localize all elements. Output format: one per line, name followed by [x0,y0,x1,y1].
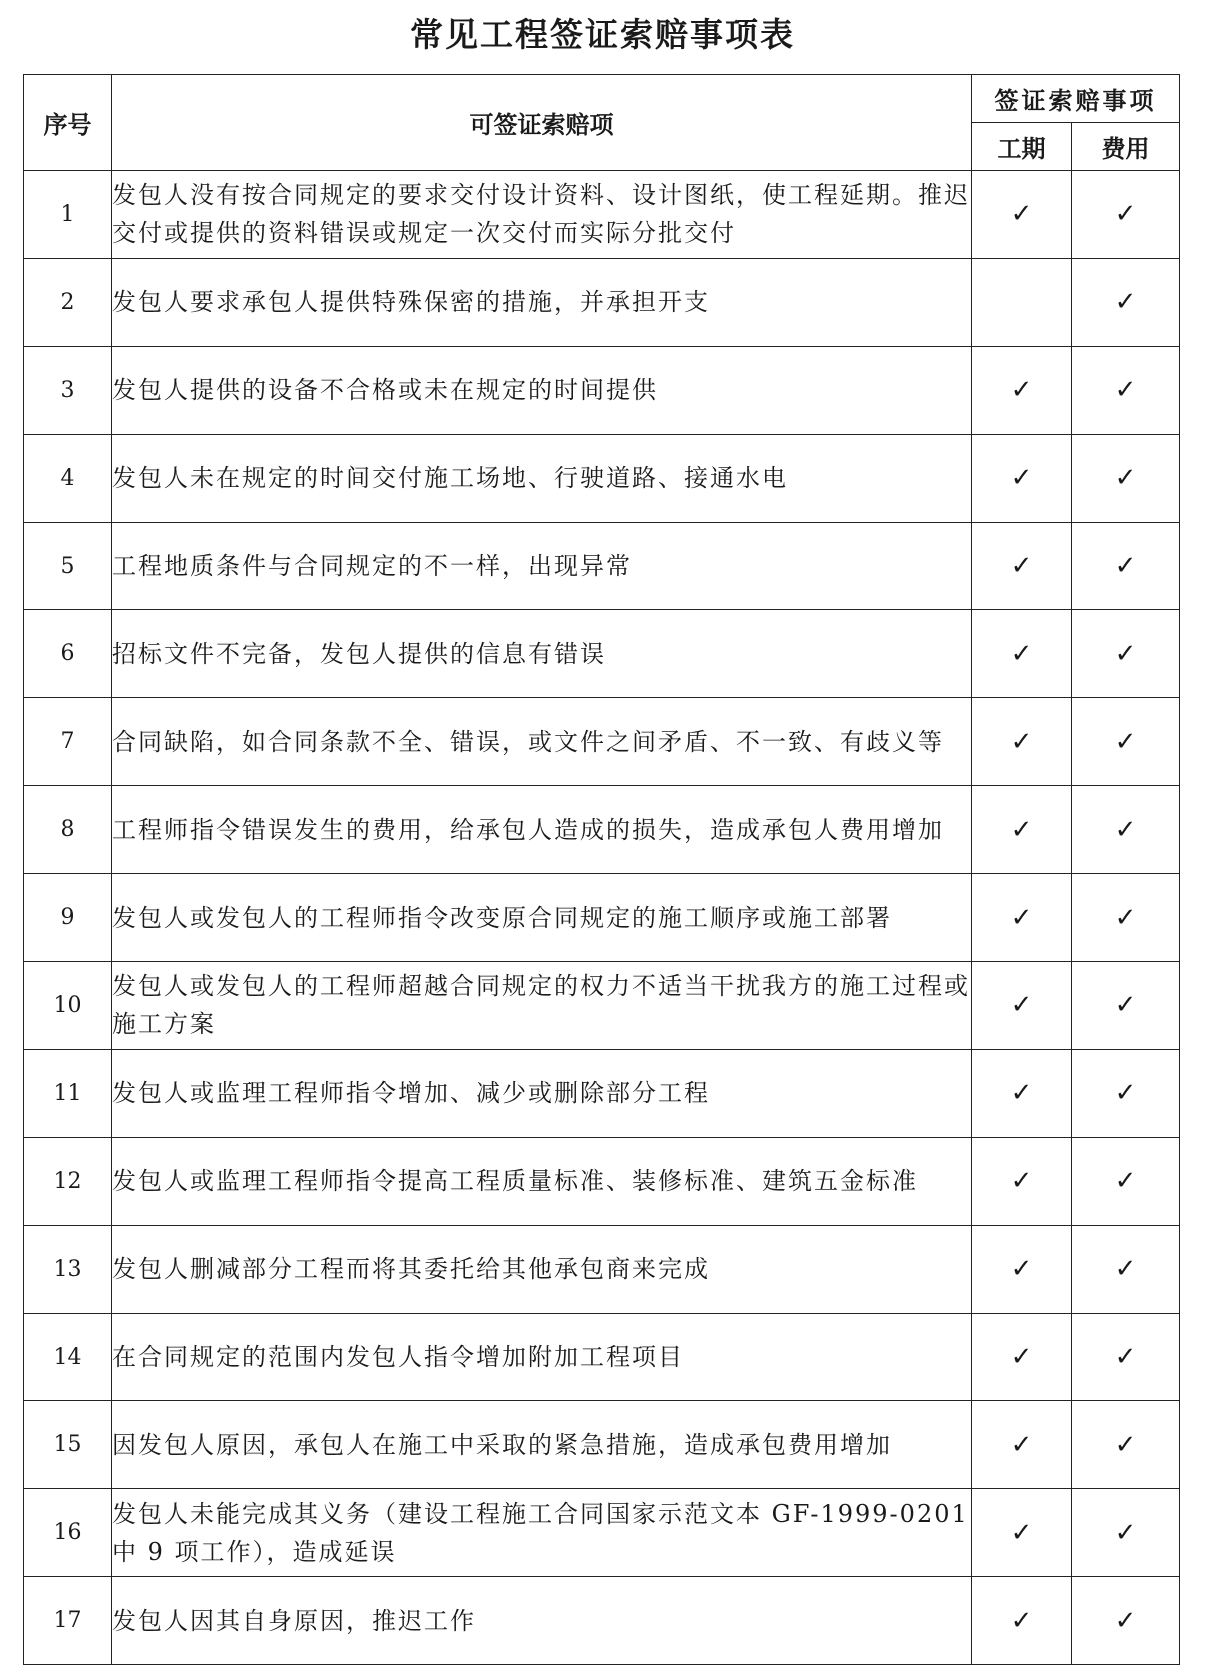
row-serial-number: 9 [24,874,112,962]
duration-check-icon: ✓ [972,522,1072,610]
row-serial-number: 15 [24,1401,112,1489]
claims-table-body [24,171,1180,1665]
cost-check-icon: ✓ [1072,610,1180,698]
row-claim-item: 发包人或发包人的工程师超越合同规定的权力不适当干扰我方的施工过程或施工方案 [112,962,972,1050]
duration-check-icon: ✓ [972,1049,1072,1137]
row-serial-number: 2 [24,258,112,346]
cost-check-icon: ✓ [1072,171,1180,259]
row-serial-number: 5 [24,522,112,610]
duration-check-icon: ✓ [972,346,1072,434]
cost-check-icon: ✓ [1072,1489,1180,1577]
table-row [24,786,1180,874]
duration-check-icon: ✓ [972,1489,1072,1577]
row-claim-item: 因发包人原因，承包人在施工中采取的紧急措施，造成承包费用增加 [112,1401,972,1489]
duration-check-icon: ✓ [972,434,1072,522]
row-claim-item: 合同缺陷，如合同条款不全、错误，或文件之间矛盾、不一致、有歧义等 [112,698,972,786]
row-serial-number: 17 [24,1577,112,1665]
page-title: 常见工程签证索赔事项表 [410,15,795,54]
table-row [24,1489,1180,1577]
row-serial-number: 4 [24,434,112,522]
row-claim-item: 发包人要求承包人提供特殊保密的措施，并承担开支 [112,258,972,346]
cost-check-icon: ✓ [1072,1401,1180,1489]
cost-check-icon: ✓ [1072,346,1180,434]
header-serial-number: 序号 [24,75,112,171]
row-serial-number: 10 [24,962,112,1050]
row-claim-item: 在合同规定的范围内发包人指令增加附加工程项目 [112,1313,972,1401]
duration-check-icon: ✓ [972,610,1072,698]
cost-check-icon: ✓ [1072,1137,1180,1225]
duration-check-icon: ✓ [972,1225,1072,1313]
row-serial-number: 12 [24,1137,112,1225]
row-claim-item: 发包人提供的设备不合格或未在规定的时间提供 [112,346,972,434]
row-claim-item: 工程师指令错误发生的费用，给承包人造成的损失，造成承包人费用增加 [112,786,972,874]
table-row [24,1137,1180,1225]
table-row [24,874,1180,962]
row-claim-item: 发包人因其自身原因，推迟工作 [112,1577,972,1665]
table-row [24,962,1180,1050]
table-row [24,522,1180,610]
cost-check-icon: ✓ [1072,1049,1180,1137]
row-serial-number: 8 [24,786,112,874]
row-claim-item: 发包人删减部分工程而将其委托给其他承包商来完成 [112,1225,972,1313]
row-claim-item: 工程地质条件与合同规定的不一样，出现异常 [112,522,972,610]
row-claim-item: 发包人或监理工程师指令增加、减少或删除部分工程 [112,1049,972,1137]
table-row [24,1401,1180,1489]
cost-check-icon: ✓ [1072,1313,1180,1401]
cost-check-icon: ✓ [1072,522,1180,610]
cost-check-icon: ✓ [1072,434,1180,522]
row-claim-item: 发包人没有按合同规定的要求交付设计资料、设计图纸，使工程延期。推迟交付或提供的资料错误或规定一次交付而实际分批交付 [112,171,972,259]
row-serial-number: 16 [24,1489,112,1577]
table-row [24,610,1180,698]
header-claim-matters: 签证索赔事项 [972,75,1180,123]
row-claim-item: 发包人未能完成其义务（建设工程施工合同国家示范文本 GF-1999-0201 中 9 项工作），造成延误 [112,1489,972,1577]
table-row [24,1313,1180,1401]
duration-check-icon: ✓ [972,874,1072,962]
row-claim-item: 发包人或发包人的工程师指令改变原合同规定的施工顺序或施工部署 [112,874,972,962]
duration-check-icon: ✓ [972,1313,1072,1401]
row-claim-item: 招标文件不完备，发包人提供的信息有错误 [112,610,972,698]
duration-check-icon: ✓ [972,1137,1072,1225]
row-serial-number: 3 [24,346,112,434]
claims-table [23,74,1180,1665]
duration-check-icon: ✓ [972,962,1072,1050]
row-serial-number: 6 [24,610,112,698]
table-row [24,1049,1180,1137]
header-cost: 费用 [1072,123,1180,171]
header-duration: 工期 [972,123,1072,171]
cost-check-icon: ✓ [1072,698,1180,786]
row-claim-item: 发包人或监理工程师指令提高工程质量标准、装修标准、建筑五金标准 [112,1137,972,1225]
duration-check-icon: ✓ [972,786,1072,874]
row-serial-number: 14 [24,1313,112,1401]
duration-check-icon [972,258,1072,346]
duration-check-icon: ✓ [972,1577,1072,1665]
row-serial-number: 1 [24,171,112,259]
table-row [24,1225,1180,1313]
table-row [24,434,1180,522]
row-serial-number: 7 [24,698,112,786]
cost-check-icon: ✓ [1072,1225,1180,1313]
row-claim-item: 发包人未在规定的时间交付施工场地、行驶道路、接通水电 [112,434,972,522]
row-serial-number: 13 [24,1225,112,1313]
row-serial-number: 11 [24,1049,112,1137]
cost-check-icon: ✓ [1072,874,1180,962]
cost-check-icon: ✓ [1072,962,1180,1050]
table-row [24,258,1180,346]
duration-check-icon: ✓ [972,171,1072,259]
duration-check-icon: ✓ [972,698,1072,786]
table-row [24,171,1180,259]
table-row [24,698,1180,786]
table-row [24,1577,1180,1665]
cost-check-icon: ✓ [1072,786,1180,874]
header-claimable-item: 可签证索赔项 [112,75,972,171]
cost-check-icon: ✓ [1072,1577,1180,1665]
table-row [24,346,1180,434]
cost-check-icon: ✓ [1072,258,1180,346]
duration-check-icon: ✓ [972,1401,1072,1489]
